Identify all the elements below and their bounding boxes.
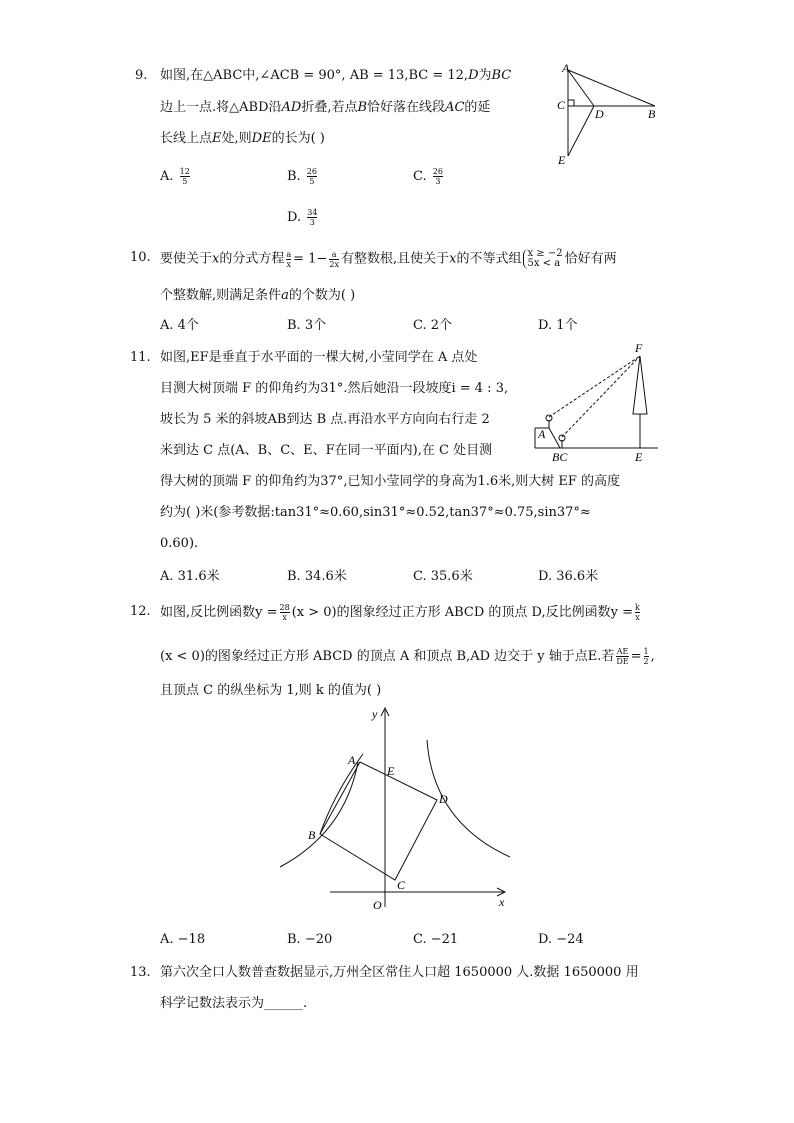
q10-option-d[interactable]: D. 1个 xyxy=(538,318,578,333)
q12-line-2: (x < 0)的图象经过正方形 ABCD 的顶点 A 和顶点 B,AD 边交于 y 轴于点E.若 $\frac{AE}{DE}$ = $\frac{1}{2}$ , xyxy=(160,647,655,666)
q10-option-a[interactable]: A. 4个 xyxy=(160,318,199,333)
q13-line-2: 科学记数法表示为______. xyxy=(160,996,308,1011)
q9-line-3: 长线上点E处,则DE的长为( ) xyxy=(160,131,325,146)
q11-fig-label-f: F xyxy=(635,341,643,355)
q9-option-a[interactable]: A. $\frac{12}{5}$ xyxy=(160,167,190,186)
q9-fig-line-de xyxy=(568,106,594,156)
q11-figure xyxy=(530,340,660,465)
q11-fig-sight-c xyxy=(562,356,640,437)
q12-fig-label-b: B xyxy=(308,828,316,842)
q12-option-a[interactable]: A. −18 xyxy=(160,932,206,947)
q11-line-4: 米到达 C 点(A、B、C、E、F在同一平面内),在 C 处目测 xyxy=(160,443,493,458)
q9-line-2: 边上一点.将△ABD沿AD折叠,若点B恰好落在线段AC的延 xyxy=(160,100,491,115)
q12-fig-square xyxy=(320,762,437,880)
q11-fig-slope xyxy=(549,428,560,448)
q10-option-b[interactable]: B. 3个 xyxy=(287,318,327,333)
q13-number: 13. xyxy=(130,965,151,980)
q11-number: 11. xyxy=(130,350,151,365)
q12-fig-label-c: C xyxy=(397,878,406,892)
q10-line-1: 要使关于x的分式方程 $\frac{a}{x}$ = 1− $\frac{a}{2x}$ 有整数根,且使关于x的不等式组 x ≥ −2 5x < a 恰好有两 xyxy=(160,248,617,269)
q10-line-2: 个整数解,则满足条件a的个数为( ) xyxy=(160,288,356,303)
q12-option-c[interactable]: C. −21 xyxy=(413,932,459,947)
q10-number: 10. xyxy=(130,250,151,265)
q12-fig-label-d: D xyxy=(439,792,448,806)
q11-option-c[interactable]: C. 35.6米 xyxy=(413,569,473,584)
q11-line-3: 坡长为 5 米的斜坡AB到达 B 点.再沿水平方向向右行走 2 xyxy=(160,412,490,427)
q12-fig-label-y: y xyxy=(372,707,378,721)
q12-fig-label-x: x xyxy=(499,895,505,909)
q11-line-1: 如图,EF是垂直于水平面的一棵大树,小莹同学在 A 点处 xyxy=(160,350,478,365)
q13-line-1: 第六次全口人数普查数据显示,万州全区常住人口超 1650000 人.数据 1650000 用 xyxy=(160,965,639,980)
q9-fig-label-d: D xyxy=(595,107,604,121)
q9-figure xyxy=(552,60,667,168)
q11-line-5: 得大树的顶端 F 的仰角约为37°,已知小莹同学的身高为1.6米,则大树 EF 的高度 xyxy=(160,474,621,489)
q12-fig-curve-left xyxy=(280,762,358,867)
q12-figure xyxy=(275,702,515,917)
q9-number: 9. xyxy=(135,68,148,83)
q11-option-a[interactable]: A. 31.6米 xyxy=(160,569,220,584)
q12-option-b[interactable]: B. −20 xyxy=(287,932,333,947)
q9-fig-label-b: B xyxy=(648,107,656,121)
q9-fig-label-e: E xyxy=(558,153,566,167)
q11-line-7: 0.60). xyxy=(160,536,199,551)
q11-fig-label-a: A xyxy=(538,427,546,441)
q11-fig-label-e: E xyxy=(635,450,643,464)
q11-fig-label-bc: BC xyxy=(552,450,568,464)
q12-fig-label-a: A xyxy=(348,753,356,767)
q11-fig-tree-crown xyxy=(633,356,647,414)
q12-number: 12. xyxy=(130,604,151,619)
q9-fig-label-c: C xyxy=(557,98,566,112)
q12-option-d[interactable]: D. −24 xyxy=(538,932,584,947)
q9-option-c[interactable]: C. $\frac{26}{3}$ xyxy=(413,167,443,186)
q9-fig-right-angle xyxy=(568,100,574,106)
q12-fig-label-e: E xyxy=(387,764,395,778)
q12-line-1: 如图,反比例函数y = $\frac{28}{x}$ (x > 0)的图象经过正方形 ABCD 的顶点 D,反比例函数y = $\frac{k}{x}$ xyxy=(160,603,640,622)
q9-option-b[interactable]: B. $\frac{26}{5}$ xyxy=(287,167,318,186)
q9-fig-label-a: A xyxy=(562,61,570,75)
q11-fig-sight-a xyxy=(549,356,640,417)
q12-line-3: 且顶点 C 的纵坐标为 1,则 k 的值为( ) xyxy=(160,683,382,698)
q9-line-1: 如图,在△ABC中,∠ACB = 90°, AB = 13,BC = 12,D为BC xyxy=(160,68,512,83)
q11-option-d[interactable]: D. 36.6米 xyxy=(538,569,599,584)
q11-line-6: 约为( )米(参考数据:tan31°≈0.60,sin31°≈0.52,tan37°≈0.75,sin37°≈ xyxy=(160,505,591,520)
q11-line-2: 目测大树顶端 F 的仰角约为31°.然后她沿一段坡度i = 4 : 3, xyxy=(160,381,509,396)
q11-option-b[interactable]: B. 34.6米 xyxy=(287,569,347,584)
q9-option-d[interactable]: D. $\frac{34}{3}$ xyxy=(287,208,318,227)
q12-fig-label-o: O xyxy=(373,898,382,912)
q10-option-c[interactable]: C. 2个 xyxy=(413,318,453,333)
